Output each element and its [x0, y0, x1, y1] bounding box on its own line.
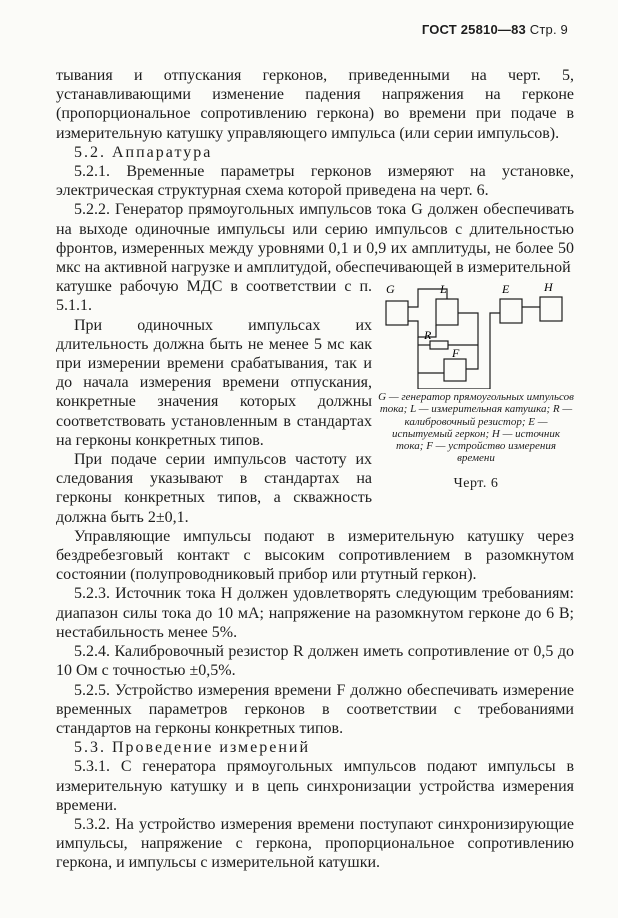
figure-caption: G — генератор прямоугольных импульсов тока; L — измерительная катушка; R — калибровочный резистор; E — испытуемый геркон; H — источник тока; F — устройство измерения времени — [378, 391, 574, 465]
page-number: Стр. 9 — [529, 22, 568, 37]
document-body — [56, 66, 574, 873]
standard-title: ГОСТ 25810—83 — [421, 22, 526, 37]
paragraph-5-2-4: 5.2.4. Калибровочный резистор R должен иметь сопротивление от 0,5 до 10 Ом с точностью ±0,5%. — [56, 643, 574, 680]
paragraph-control-pulses: Управляющие импульсы подают в измерительную катушку через бездребезговый контакт с высоким сопротивлением в разомкнутом состоянии (полупроводниковый прибор или ртутный геркон). — [56, 527, 574, 584]
generator-block — [386, 301, 408, 325]
figure-6 — [378, 277, 574, 493]
paragraph-5-2-1: 5.2.1. Временные параметры герконов измеряют на установке, электрическая структурная схема которой приведена на черт. 6. — [56, 163, 574, 200]
coil-block — [436, 299, 458, 325]
section-heading-5-3: 5.3. Проведение измерений — [74, 739, 311, 757]
resistor-block — [430, 341, 448, 349]
figure-title: Черт. 6 — [453, 476, 499, 492]
label-e: E — [502, 282, 510, 297]
label-r: R — [424, 328, 432, 343]
label-l: L — [440, 282, 447, 297]
paragraph-5-3-2: 5.3.2. На устройство измерения времени поступают синхронизирующие импульсы, напряжение с геркона, пропорциональное сопротивлению геркона, и импульсы с измерительной катушки. — [56, 815, 574, 872]
paragraph-5-2-2-cont: катушке рабочую МДС в соответствии с п. 5.1.1. — [56, 278, 372, 315]
section-heading-5-2: 5.2. Аппаратура — [74, 143, 213, 161]
timer-block — [444, 359, 466, 381]
current-source-block — [540, 297, 562, 321]
paragraph-pulse-series: При подаче серии импульсов частоту их следования указывают в стандартах на герконы конкретных типов, а скважность должна быть 2±0,1. — [56, 451, 372, 526]
label-g: G — [386, 282, 395, 297]
reed-switch-block — [500, 299, 522, 323]
paragraph-5-2-3: 5.2.3. Источник тока H должен удовлетворять следующим требованиям: диапазон силы тока до 10 мА; напряжение на разомкнутом герконе до 6 В; нестабильность менее 5%. — [56, 585, 574, 641]
paragraph-single-pulses: При одиночных импульсах их длительность должна быть не менее 5 мс как при измерении времени срабатывания, так и до начала измерения времени отпускания, конкретные значения которых должны соответствовать установленным в стандартах на герконы конкретных типов. — [56, 316, 372, 449]
paragraph-continuation: тывания и отпускания герконов, приведенными на черт. 5, устанавливающими изменение падения напряжения на герконе (пропорциональное сопротивлению геркона) во времени при подаче в измерительную катушку управляющего импульса (или серии импульсов). — [56, 67, 574, 142]
paragraph-5-3-1: 5.3.1. С генератора прямоугольных импульсов подают импульсы в измерительную катушку и в цепь синхронизации устройства измерения времени. — [56, 758, 574, 814]
label-f: F — [452, 346, 460, 361]
page-header — [422, 22, 568, 37]
label-h: H — [544, 280, 553, 295]
block-diagram — [378, 277, 574, 389]
paragraph-5-2-2: 5.2.2. Генератор прямоугольных импульсов тока G должен обеспечивать на выходе одиночные импульсы или серию импульсов с длительностью фронтов, измеренных между уровнями 0,1 и 0,9 их амплитуды, не более 50 мкс на активной нагрузке и амплитудой, обеспечивающей в измерительной — [56, 201, 574, 277]
paragraph-5-2-5: 5.2.5. Устройство измерения времени F должно обеспечивать измерение временных параметров герконов в соответствии с требованиями стандартов на герконы конкретных типов. — [56, 681, 574, 737]
